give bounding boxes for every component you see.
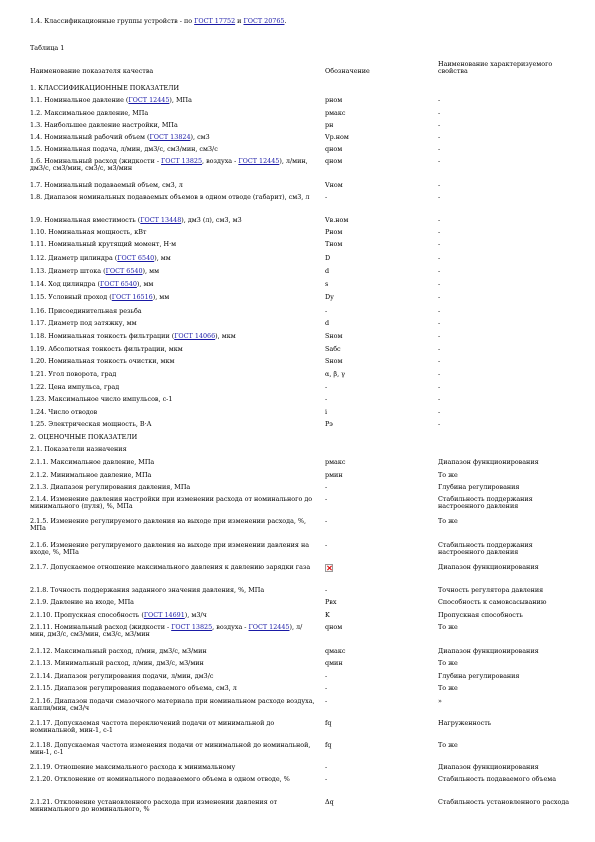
- characterized-property: Способность к самовсасыванию: [438, 598, 547, 606]
- indicator-symbol: Vном: [325, 181, 343, 189]
- indicator-text: 1.10. Номинальная мощность, кВт: [30, 228, 147, 236]
- indicator-text: 2.1.3. Диапазон регулирования давления, МПа: [30, 483, 191, 491]
- indicator-text: 1.14. Ход цилиндра (: [30, 280, 100, 288]
- indicator-text: ), м3/ч: [184, 611, 207, 619]
- indicator-text: 2.1.19. Отношение максимального расхода к минимальному: [30, 763, 236, 771]
- indicator-text: 1.13. Диаметр штока (: [30, 267, 106, 275]
- indicator-name: [30, 799, 315, 814]
- gost-link[interactable]: ГОСТ 16516: [111, 293, 153, 301]
- indicator-name: [30, 134, 315, 141]
- characterized-property: То же: [438, 659, 458, 667]
- characterized-property: -: [438, 254, 441, 262]
- characterized-property: -: [438, 408, 441, 416]
- indicator-name: [30, 599, 315, 606]
- indicator-symbol: Dу: [325, 293, 334, 301]
- indicator-name: [30, 673, 315, 680]
- indicator-text: 1.1. Номинальное давление (: [30, 96, 129, 104]
- indicator-symbol: -: [325, 775, 328, 783]
- characterized-property: Диапазон функционирования: [438, 458, 539, 466]
- gost-link[interactable]: ГОСТ 6540: [105, 267, 143, 275]
- indicator-name: [30, 472, 315, 479]
- gost-link[interactable]: ГОСТ 12445: [238, 157, 280, 165]
- column-header-property: Наименование характеризуемого свойства: [438, 60, 553, 76]
- characterized-property: -: [438, 109, 441, 117]
- indicator-symbol: qном: [325, 623, 343, 631]
- indicator-name: [30, 333, 315, 340]
- column-header-symbol: Обозначение: [325, 67, 370, 75]
- characterized-property: -: [438, 145, 441, 153]
- heading-text: 1.4. Классификационные группы устройств - по: [30, 17, 195, 25]
- indicator-text: 2.1.18. Допускаемая частота изменения подачи от минимальной до номинальной, мин-1, с-1: [30, 741, 311, 757]
- indicator-symbol: fq: [325, 741, 332, 749]
- indicator-name: [30, 484, 315, 491]
- broken-image-icon: [325, 564, 333, 572]
- characterized-property: Диапазон функционирования: [438, 647, 539, 655]
- indicator-name: [30, 146, 315, 153]
- characterized-property: -: [438, 216, 441, 224]
- indicator-name: [30, 268, 315, 275]
- indicator-symbol: qном: [325, 145, 343, 153]
- heading-text: и: [235, 17, 244, 25]
- indicator-text: 2.1.17. Допускаемая частота переключений подачи от минимальной до номинальной, мин-1, с-1: [30, 719, 275, 735]
- indicator-symbol: fq: [325, 719, 332, 727]
- indicator-text: 1.23. Максимальное число импульсов, с-1: [30, 395, 173, 403]
- indicator-symbol: Sном: [325, 357, 343, 365]
- gost-link[interactable]: ГОСТ 13448: [140, 216, 182, 224]
- indicator-text: ), см3: [190, 133, 210, 141]
- indicator-name: [30, 764, 315, 771]
- characterized-property: -: [438, 193, 441, 201]
- indicator-text: 2.1.20. Отклонение от номинального подаваемого объема в одном отводе, %: [30, 775, 290, 783]
- characterized-property: Стабильность установленного расхода: [438, 798, 570, 806]
- indicator-text: ), л/мин, дм3/с, см3/мин, см3/с, м3/мин: [30, 157, 308, 173]
- characterized-property: -: [438, 293, 441, 301]
- indicator-symbol: -: [325, 383, 328, 391]
- characterized-property: -: [438, 121, 441, 129]
- indicator-text: 2.1. Показатели назначения: [30, 445, 127, 453]
- indicator-symbol: -: [325, 307, 328, 315]
- indicator-name: [30, 255, 315, 262]
- indicator-text: 2.1.13. Минимальный расход, л/мин, дм3/с, м3/мин: [30, 659, 204, 667]
- indicator-text: 2.1.21. Отклонение установленного расхода при изменении давления от минимального до номинального, %: [30, 798, 278, 814]
- indicator-name: [30, 612, 315, 619]
- characterized-property: Стабильность поддержания настроенного давления: [438, 495, 533, 511]
- characterized-property: -: [438, 420, 441, 428]
- indicator-name: [30, 229, 315, 236]
- indicator-name: [30, 660, 315, 667]
- indicator-name: [30, 459, 315, 466]
- indicator-symbol: s: [325, 280, 329, 288]
- characterized-property: -: [438, 280, 441, 288]
- indicator-symbol: pмакс: [325, 109, 346, 117]
- indicator-text: 2.1.16. Диапазон подачи смазочного материала при номинальном расходе воздуха, капли/мин, см3/ч: [30, 697, 315, 713]
- indicator-symbol: D: [325, 254, 331, 262]
- gost-link[interactable]: ГОСТ 6540: [99, 280, 137, 288]
- characterized-property: То же: [438, 517, 458, 525]
- indicator-text: , воздуха -: [212, 623, 249, 631]
- indicator-symbol: Vв.ном: [325, 216, 349, 224]
- gost-link[interactable]: ГОСТ 17752: [194, 17, 236, 25]
- indicator-symbol: Pном: [325, 228, 343, 236]
- indicator-text: 2.1.12. Максимальный расход, л/мин, дм3/с, м3/мин: [30, 647, 207, 655]
- indicator-name: [30, 496, 315, 511]
- gost-link[interactable]: ГОСТ 13825: [171, 623, 213, 631]
- indicator-text: 1.24. Число отводов: [30, 408, 98, 416]
- characterized-property: То же: [438, 741, 458, 749]
- characterized-property: -: [438, 240, 441, 248]
- indicator-symbol: -: [325, 517, 328, 525]
- indicator-symbol: -: [325, 483, 328, 491]
- indicator-name: [30, 542, 315, 557]
- indicator-symbol: i: [325, 408, 328, 416]
- gost-link[interactable]: ГОСТ 20765: [243, 17, 285, 25]
- characterized-property: То же: [438, 471, 458, 479]
- indicator-text: 1.3. Наибольшее давление настройки, МПа: [30, 121, 178, 129]
- gost-link[interactable]: ГОСТ 13825: [161, 157, 203, 165]
- indicator-text: 1.21. Угол поворота, град: [30, 370, 117, 378]
- gost-link[interactable]: ГОСТ 6540: [117, 254, 155, 262]
- characterized-property: То же: [438, 684, 458, 692]
- indicator-name: [30, 384, 315, 391]
- characterized-property: -: [438, 395, 441, 403]
- indicator-name: [30, 648, 315, 655]
- indicator-text: 1.5. Номинальная подача, л/мин, дм3/с, см3/мин, см3/с: [30, 145, 218, 153]
- characterized-property: -: [438, 307, 441, 315]
- characterized-property: -: [438, 133, 441, 141]
- characterized-property: Глубина регулирования: [438, 672, 520, 680]
- indicator-name: [30, 421, 315, 428]
- indicator-symbol: Тном: [325, 240, 343, 248]
- indicator-symbol: -: [325, 586, 328, 594]
- indicator-symbol: pмин: [325, 471, 343, 479]
- indicator-name: [30, 518, 315, 533]
- indicator-name: [30, 396, 315, 403]
- indicator-name: [30, 294, 315, 301]
- indicator-text: ), мм: [154, 254, 171, 262]
- indicator-text: 2.1.5. Изменение регулируемого давления на выходе при изменении расхода, %, МПа: [30, 517, 307, 533]
- indicator-name: [30, 434, 315, 441]
- characterized-property: -: [438, 228, 441, 236]
- indicator-symbol: -: [325, 395, 328, 403]
- indicator-name: [30, 182, 315, 189]
- characterized-property: Точность регулятора давления: [438, 586, 544, 594]
- indicator-text: ), мм: [142, 267, 160, 275]
- indicator-name: [30, 85, 315, 92]
- indicator-symbol: d: [325, 267, 330, 275]
- characterized-property: Нагруженность: [438, 719, 492, 727]
- indicator-name: [30, 685, 315, 692]
- indicator-text: 2.1.2. Минимальное давление, МПа: [30, 471, 152, 479]
- indicator-symbol: α, β, γ: [325, 370, 345, 378]
- indicator-symbol: -: [325, 495, 328, 503]
- characterized-property: -: [438, 319, 441, 327]
- characterized-property: Стабильность поддержания настроенного давления: [438, 541, 533, 557]
- indicator-symbol: -: [325, 541, 328, 549]
- indicator-name: [30, 587, 315, 594]
- indicator-symbol: qмакс: [325, 647, 346, 655]
- indicator-text: 1.12. Диаметр цилиндра (: [30, 254, 118, 262]
- indicator-symbol: d: [325, 319, 330, 327]
- indicator-text: 1.18. Номинальная тонкость фильтрации (: [30, 332, 175, 340]
- gost-link[interactable]: ГОСТ 14066: [174, 332, 216, 340]
- indicator-name: [30, 624, 315, 639]
- characterized-property: То же: [438, 623, 458, 631]
- indicator-symbol: qмин: [325, 659, 343, 667]
- indicator-text: 1.25. Электрическая мощность, В·А: [30, 420, 152, 428]
- characterized-property: Диапазон функционирования: [438, 563, 539, 571]
- indicator-name: [30, 308, 315, 315]
- indicator-text: 2.1.7. Допускаемое отношение максимального давления к давлению зарядки газа: [30, 563, 311, 571]
- characterized-property: Диапазон функционирования: [438, 763, 539, 771]
- indicator-symbol: -: [325, 672, 328, 680]
- indicator-name: [30, 698, 315, 713]
- indicator-text: 1. КЛАССИФИКАЦИОННЫЕ ПОКАЗАТЕЛИ: [30, 84, 180, 92]
- gost-link[interactable]: ГОСТ 12445: [128, 96, 170, 104]
- indicator-text: 2.1.11. Номинальный расход (жидкости -: [30, 623, 172, 631]
- characterized-property: Стабильность подаваемого объема: [438, 775, 557, 783]
- indicator-name: [30, 217, 315, 224]
- indicator-symbol: -: [325, 763, 328, 771]
- characterized-property: -: [438, 357, 441, 365]
- indicator-symbol: -: [325, 684, 328, 692]
- indicator-symbol: pн: [325, 121, 334, 129]
- indicator-text: 1.6. Номинальный расход (жидкости -: [30, 157, 162, 165]
- indicator-name: [30, 281, 315, 288]
- indicator-symbol: [325, 564, 425, 574]
- table-label: Таблица 1: [30, 44, 65, 52]
- characterized-property: -: [438, 370, 441, 378]
- indicator-symbol: Vр.ном: [325, 133, 349, 141]
- characterized-property: »: [438, 697, 442, 705]
- indicator-name: [30, 122, 315, 129]
- indicator-text: 1.16. Присоединительная резьба: [30, 307, 142, 315]
- indicator-name: [30, 194, 315, 201]
- indicator-name: [30, 158, 315, 173]
- indicator-symbol: Pвх: [325, 598, 337, 606]
- indicator-text: , воздуха -: [202, 157, 239, 165]
- indicator-text: 1.20. Номинальная тонкость очистки, мкм: [30, 357, 175, 365]
- indicator-symbol: -: [325, 193, 328, 201]
- indicator-name: [30, 358, 315, 365]
- characterized-property: -: [438, 181, 441, 189]
- column-header-name: Наименование показателя качества: [30, 67, 154, 75]
- indicator-text: 2.1.10. Пропускная способность (: [30, 611, 144, 619]
- indicator-text: 2.1.9. Давление на входе, МПа: [30, 598, 134, 606]
- indicator-name: [30, 320, 315, 327]
- indicator-name: [30, 742, 315, 757]
- characterized-property: -: [438, 96, 441, 104]
- indicator-text: 1.7. Номинальный подаваемый объем, см3, л: [30, 181, 183, 189]
- indicator-text: 1.9. Номинальная вместимость (: [30, 216, 141, 224]
- indicator-text: ), мм: [136, 280, 154, 288]
- indicator-text: 1.17. Диаметр под затяжку, мм: [30, 319, 137, 327]
- indicator-symbol: pмакс: [325, 458, 346, 466]
- indicator-text: ), МПа: [169, 96, 192, 104]
- indicator-text: 2.1.4. Изменение давления настройки при изменении расхода от номинального до минимального (пуля), %, МПа: [30, 495, 313, 511]
- indicator-text: 2.1.15. Диапазон регулирования подаваемого объема, см3, л: [30, 684, 237, 692]
- characterized-property: -: [438, 345, 441, 353]
- indicator-name: [30, 97, 315, 104]
- indicator-name: [30, 409, 315, 416]
- indicator-text: 1.22. Цена импульса, град: [30, 383, 120, 391]
- indicator-text: ), мм: [152, 293, 170, 301]
- characterized-property: -: [438, 332, 441, 340]
- characterized-property: Пропускная способность: [438, 611, 523, 619]
- indicator-name: [30, 241, 315, 248]
- indicator-text: 1.8. Диапазон номинальных подаваемых объемов в одном отводе (габарит), см3, л: [30, 193, 310, 201]
- indicator-symbol: Δq: [325, 798, 334, 806]
- indicator-text: ), дм3 (л), см3, м3: [181, 216, 242, 224]
- characterized-property: -: [438, 267, 441, 275]
- indicator-text: 2. ОЦЕНОЧНЫЕ ПОКАЗАТЕЛИ: [30, 433, 138, 441]
- indicator-symbol: K: [325, 611, 330, 619]
- indicator-name: [30, 446, 315, 453]
- indicator-text: 1.2. Максимальное давление, МПа: [30, 109, 149, 117]
- section-heading: [30, 17, 287, 25]
- indicator-name: [30, 110, 315, 117]
- indicator-symbol: Sном: [325, 332, 343, 340]
- characterized-property: -: [438, 157, 441, 165]
- indicator-symbol: Sабс: [325, 345, 341, 353]
- indicator-name: [30, 720, 315, 735]
- indicator-name: [30, 346, 315, 353]
- gost-link[interactable]: ГОСТ 12445: [248, 623, 290, 631]
- indicator-symbol: -: [325, 697, 328, 705]
- indicator-symbol: qном: [325, 157, 343, 165]
- indicator-text: 2.1.14. Диапазон регулирования подачи, л/мин, дм3/с: [30, 672, 214, 680]
- indicator-name: [30, 371, 315, 378]
- indicator-text: ), мкм: [215, 332, 236, 340]
- indicator-text: ), л/мин, дм3/с, см3/мин, см3/с, м3/мин: [30, 623, 303, 639]
- characterized-property: -: [438, 383, 441, 391]
- indicator-text: 2.1.1. Максимальное давление, МПа: [30, 458, 155, 466]
- heading-text: .: [284, 17, 287, 25]
- indicator-symbol: Pэ: [325, 420, 333, 428]
- indicator-name: [30, 776, 315, 783]
- indicator-name: [30, 564, 315, 571]
- indicator-text: 1.19. Абсолютная тонкость фильтрации, мкм: [30, 345, 183, 353]
- gost-link[interactable]: ГОСТ 13824: [149, 133, 191, 141]
- indicator-text: 2.1.8. Точность поддержания заданного значения давления, %, МПа: [30, 586, 265, 594]
- indicator-text: 2.1.6. Изменение регулируемого давления на выходе при изменении давления на входе, %, МПа: [30, 541, 310, 557]
- indicator-symbol: pном: [325, 96, 343, 104]
- indicator-text: 1.11. Номинальный крутящий момент, Н·м: [30, 240, 177, 248]
- characterized-property: Глубина регулирования: [438, 483, 520, 491]
- indicator-text: 1.15. Условный проход (: [30, 293, 112, 301]
- gost-link[interactable]: ГОСТ 14691: [143, 611, 185, 619]
- indicator-text: 1.4. Номинальный рабочий объем (: [30, 133, 150, 141]
